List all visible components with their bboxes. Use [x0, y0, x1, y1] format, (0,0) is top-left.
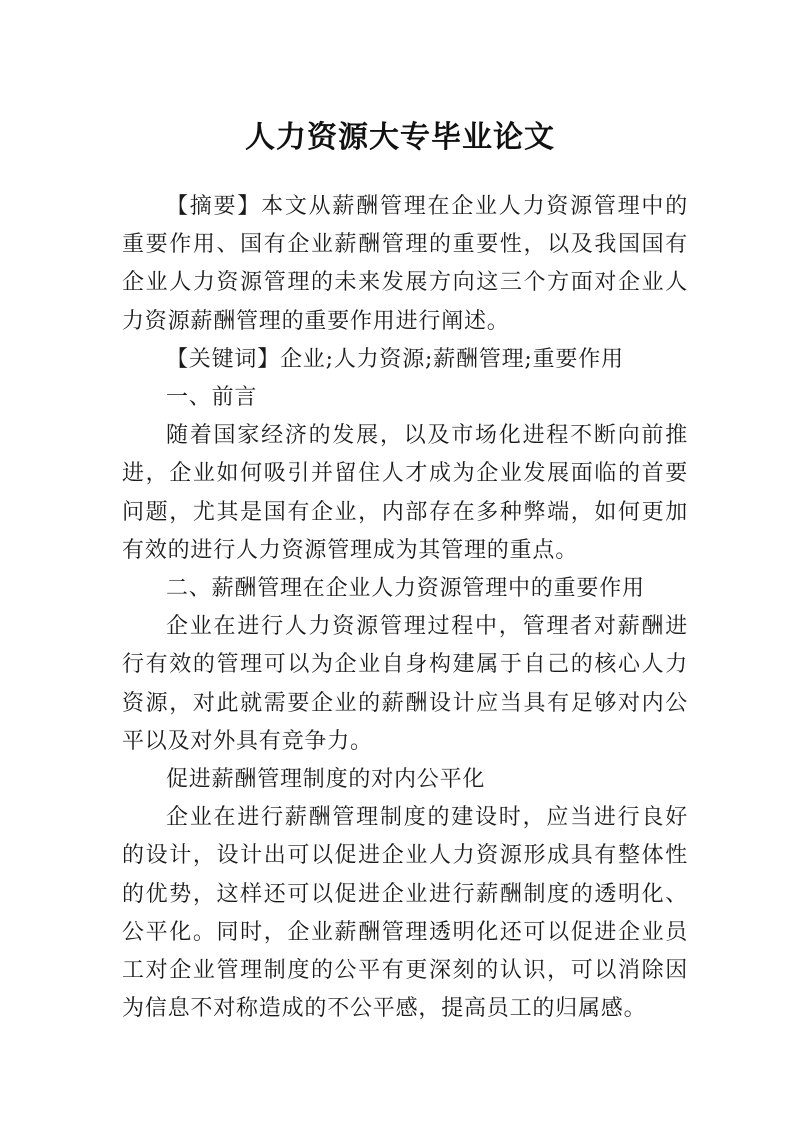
section-heading-preface: 一、前言: [166, 385, 258, 411]
internal-fairness-paragraph: 企业在进行薪酬管理制度的建设时，应当进行良好的设计，设计出可以促进企业人力资源形成具有整体性的优势，这样还可以促进企业进行薪酬制度的透明化、公平化。同时，企业薪酬管理透明化还可以促进企业员工对企业管理制度的公平有更深刻的认识，可以消除因为信息不对称造成的不公平感，提高员工的归属感。: [122, 805, 688, 1022]
section-heading-salary-role: 二、薪酬管理在企业人力资源管理中的重要作用: [166, 576, 645, 602]
document-body: [122, 188, 688, 1028]
document-title: 人力资源大专毕业论文: [245, 120, 555, 156]
salary-role-paragraph: 企业在进行人力资源管理过程中，管理者对薪酬进行有效的管理可以为企业自身构建属于自己的核心人力资源，对此就需要企业的薪酬设计应当具有足够对内公平以及对外具有竞争力。: [122, 614, 688, 754]
preface-paragraph: 随着国家经济的发展，以及市场化进程不断向前推进，企业如何吸引并留住人才成为企业发展面临的首要问题，尤其是国有企业，内部存在多种弊端，如何更加有效的进行人力资源管理成为其管理的重点。: [122, 423, 688, 563]
keywords-paragraph: 【关键词】企业;人力资源;薪酬管理;重要作用: [166, 346, 624, 372]
subheading-internal-fairness: 促进薪酬管理制度的对内公平化: [166, 767, 486, 793]
abstract-paragraph: 【摘要】本文从薪酬管理在企业人力资源管理中的重要作用、国有企业薪酬管理的重要性，以及我国国有企业人力资源管理的未来发展方向这三个方面对企业人力资源薪酬管理的重要作用进行阐述。: [122, 194, 688, 334]
